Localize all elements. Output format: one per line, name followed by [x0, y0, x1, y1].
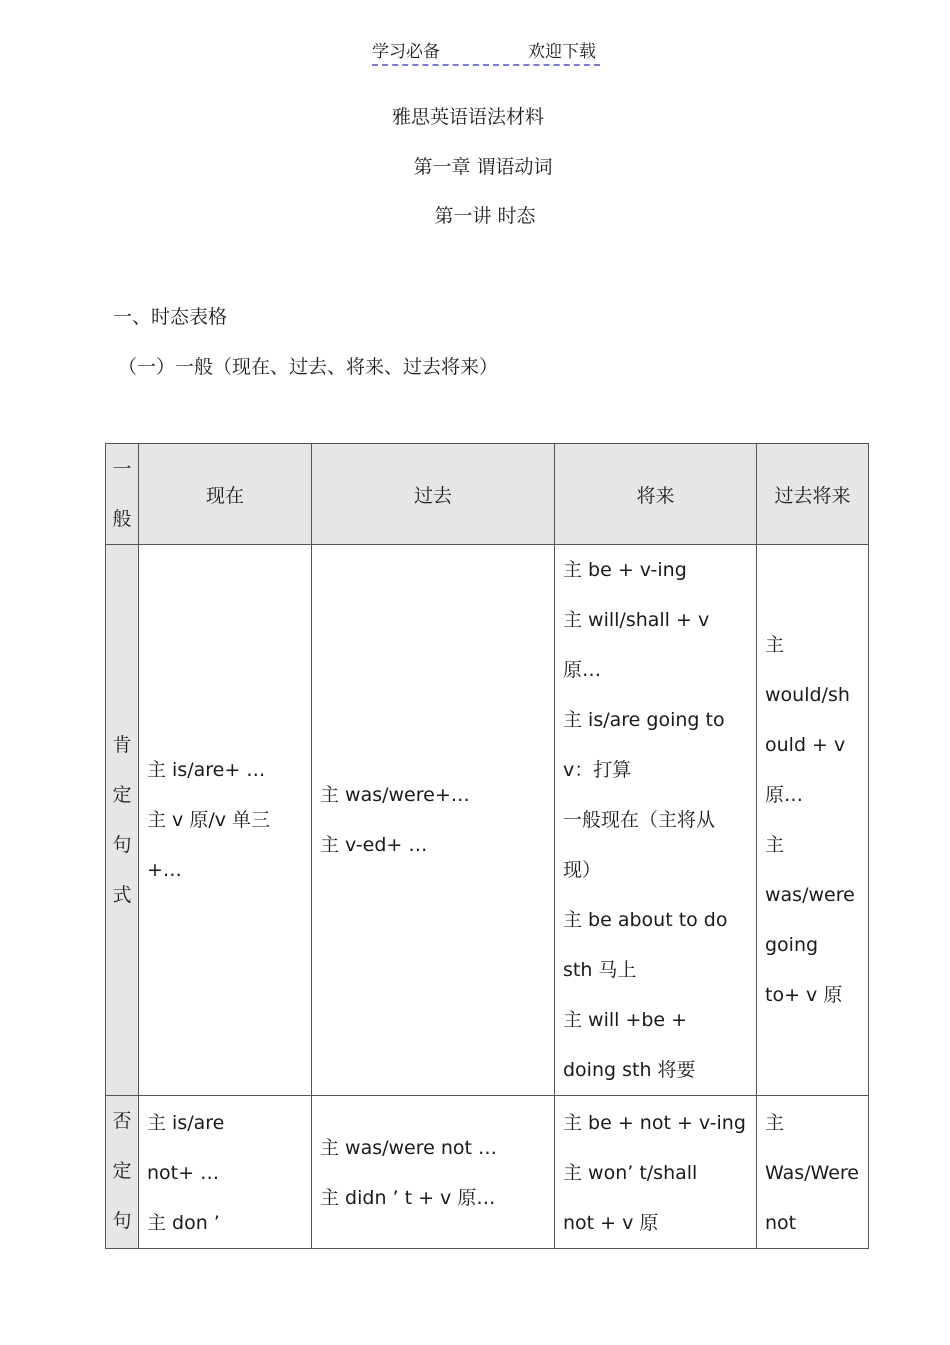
cell-line: 主 was/were not … — [320, 1137, 498, 1159]
cell-line: 主 be about to do — [563, 909, 728, 931]
cell-line: 主 is/are going to — [563, 709, 725, 731]
cell-line: v：打算 — [563, 759, 632, 781]
column-header-past-future: 过去将来 — [757, 444, 869, 545]
cell-line: 主 didn ’ t + v 原… — [320, 1187, 496, 1209]
cell-negative-future — [555, 1096, 757, 1249]
cell-affirmative-present — [139, 545, 312, 1096]
lecture-title: 第一讲 时态 — [434, 205, 536, 227]
cell-line: +… — [147, 859, 182, 881]
cell-negative-past-future — [757, 1096, 869, 1249]
cell-line: 主 v 原/v 单三 — [147, 809, 271, 831]
table-row-negative — [106, 1096, 869, 1249]
cell-line: ould + v — [765, 734, 846, 756]
section-heading: 一、时态表格 — [113, 306, 228, 328]
cell-line: 一般现在（主将从 — [563, 809, 716, 831]
cell-line: 主 v-ed+ … — [320, 834, 428, 856]
cell-line: 主 — [765, 1112, 785, 1134]
cell-line: not — [765, 1212, 797, 1234]
row-label-affirmative — [106, 545, 139, 1096]
cell-line: not + v 原 — [563, 1212, 659, 1234]
cell-negative-present — [139, 1096, 312, 1249]
cell-line: 主 is/are+ … — [147, 759, 266, 781]
cell-line: 主 — [765, 634, 785, 656]
column-header-past: 过去 — [312, 444, 555, 545]
tense-table — [105, 443, 869, 1249]
column-header-present: 现在 — [139, 444, 312, 545]
cell-line: sth 马上 — [563, 959, 637, 981]
cell-line: not+ … — [147, 1162, 220, 1184]
row-label-negative — [106, 1096, 139, 1249]
cell-line: doing sth 将要 — [563, 1059, 696, 1081]
table-header-row — [106, 444, 869, 545]
cell-line: 原… — [765, 784, 804, 806]
cell-line: 主 be + not + v-ing — [563, 1112, 746, 1134]
page-header — [372, 40, 600, 66]
cell-affirmative-past — [312, 545, 555, 1096]
row-label-text: 否定句 — [112, 1110, 132, 1232]
table-row-affirmative — [106, 545, 869, 1096]
table-corner-cell — [106, 444, 139, 545]
corner-label: 一般 — [112, 458, 132, 530]
document-title: 雅思英语语法材料 — [391, 106, 544, 128]
row-label-text: 肯定句式 — [112, 734, 132, 906]
cell-line: was/were — [765, 884, 855, 906]
cell-line: 主 be + v-ing — [563, 559, 687, 581]
cell-affirmative-future — [555, 545, 757, 1096]
cell-affirmative-past-future — [757, 545, 869, 1096]
cell-line: 主 — [765, 834, 785, 856]
cell-line: 主 won’ t/shall — [563, 1162, 698, 1184]
cell-negative-past — [312, 1096, 555, 1249]
cell-line: 原… — [563, 659, 602, 681]
cell-line: 主 will/shall + v — [563, 609, 710, 631]
cell-line: 现） — [563, 859, 602, 881]
cell-line: 主 will +be + — [563, 1009, 688, 1031]
cell-line: Was/Were — [765, 1162, 859, 1184]
cell-line: 主 was/were+… — [320, 784, 470, 806]
cell-line: to+ v 原 — [765, 984, 843, 1006]
chapter-title: 第一章 谓语动词 — [413, 156, 553, 178]
subsection-heading: （一）一般（现在、过去、将来、过去将来） — [118, 356, 499, 378]
header-right-text: 欢迎下载 — [528, 42, 596, 62]
cell-line: 主 is/are — [147, 1112, 225, 1134]
column-header-future: 将来 — [555, 444, 757, 545]
header-left-text: 学习必备 — [372, 42, 440, 62]
cell-line: would/sh — [765, 684, 850, 706]
cell-line: going — [765, 934, 819, 956]
cell-line: 主 don ’ — [147, 1212, 220, 1234]
